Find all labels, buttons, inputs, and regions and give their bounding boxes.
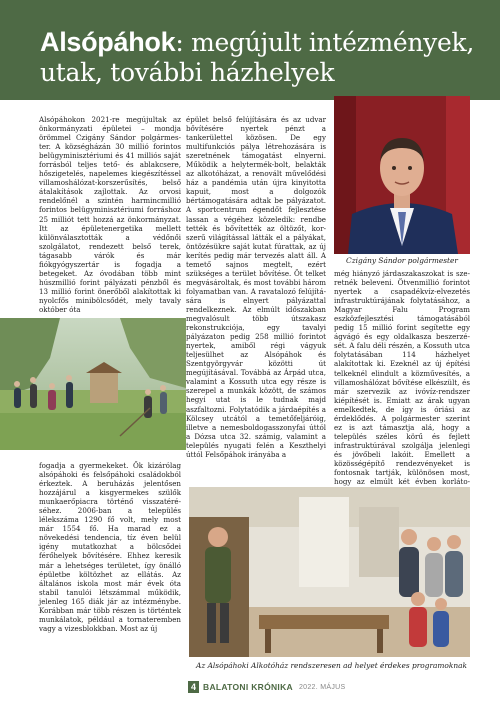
title-accent: Alsópáhok <box>40 27 176 57</box>
workshop-caption: Az Alsópáhoki Alkotóház rendszeresen ad helyet érdekes programoknak <box>196 661 467 670</box>
issue-date: 2022. MÁJUS <box>298 683 346 691</box>
page-number: 4 <box>188 681 199 693</box>
workshop-photo <box>189 487 470 657</box>
portrait-caption: Czigány Sándor polgármester <box>346 256 458 265</box>
magazine-name: BALATONI KRÓNIKA <box>203 682 293 692</box>
page-footer <box>188 681 345 693</box>
title-rest: : megújult intézmények, utak, további házhelyek <box>40 28 474 87</box>
mayor-portrait-photo <box>334 96 470 254</box>
body-text: Alsópáhokon 2021-re megújultak az önkormányzati épületei – mondja örömmel Czigány Sándor polgármester. A községházán 30 millió forintos belügyminisztériumi és 41 milliós saját forrásból teljes tető- és ablakcsere, hőszigetelés, napelemes kiegészítéssel villamoshálózat-korszerűsítés, belső átalakítások zajlottak. Az orvosi rendelőnél a szintén harmincmillió forintos belügyminisztériumi forráshoz 25 milliót tett hozzá az önkormányzat. Itt az épületenergetika mellett különválasztották a védőnői szolgálatot, rendezett belső terek, tágasabb várók és már fiókgyógyszertár is fogadja a betegeket. Az óvodában több mint húszmillió forint pályázati pénzből és 13 millió forint önerőből alakítottak ki nyolcfős minibölcsődét, mely tavaly október óta <box>39 115 181 314</box>
body-text: épület belső felújítására és az udvar bővítésére nyertek pénzt a tankerülettel közösen. De egy multifunkciós pálya létrehozására is szeretnének támogatást elnyerni. Működik a helytermék-bolt, belakták az alkotóházat, a renovált művelődési ház a pandémia után újra kinyitotta kapuit, most a dolgozók bértámogatására adtak be pályázatot. A sportcentrum égendőt fejlesztése lassan a végéhez közeledik: rendbe tették és bővítették az öltözőt, korszerű világítással látták el a pályákat, öntözésükre saját kutat fúrattak, az új kerítés pedig már tervezés alatt áll. A temető sajnos megtelt, ezért szükséges a terület bővítése. Öt telket megvásároltak, és most további három folyamatban van. A ravatalozó felújítására is elnyert pályázattal rendelkeznek. Az elmúlt időszakban megvalósult több útszakasz rekonstrukciója, egy tavalyi pályázaton pedig 258 millió forintot nyertek, amiből régi vágyuk teljesülhet az Alsópáhok és Szentgyörgyvár közötti út megújításával. Továbbá az Árpád utca, valamint a Kossuth utca egy része is szerepel a munkák között, de számos hegyi utat is le tudnak majd aszfaltozni. Folytatódik a járdaépítés a Kölcsey utcától a temetőfeljáróig, illetve a nemesboldogasszonyfai úttól a Dózsa utca 32. számig, valamint a település nyugati felén a Keszthelyi úttól Felsőpáhok irányába a <box>186 115 326 459</box>
body-text: fogadja a gyermekeket. Ők kizárólag alsópáhoki és felsőpáhoki családokból érkeztek. A beruházás jelentősen hozzájárul a kisgyermekes szülők munkaerőpiacra történő visszatéréséhez. 2006-ban a település lélekszáma 1290 fő volt, mely most már 1554 fő. Ha marad ez a növekedési tendencia, tíz éven belül igény mutatkozhat a bölcsődei férőhelyek bővítésére. Ehhez keresik már a lehetséges területet, így önálló épületbe költözhet az ellátás. Az általános iskola most már évek óta stabil tanulói létszámmal működik, jelenleg 165 diák jár az intézménybe. Korábban már több részen is történtek munkálatok, például a tornateremben vagy a vizesblokkban. Most az új <box>39 461 181 633</box>
article-title <box>40 27 480 88</box>
column-2 <box>186 115 326 459</box>
outdoor-people-photo <box>0 318 186 450</box>
body-text: még hiányzó járdaszakaszokat is szeretnék beleveni. Ötvenmillió forintot nyertek a csapadékvíz-elvezetés infrastruktúrájának folytatásához, a Magyar Falu Program eszközfejlesztési támogatásából pedig 15 millió forint segítette egy ágvágó és egy oldalkasza beszerzését. A falu déli részén, a Kossuth utca folytatásában 114 házhelyet alakítottak ki. Ezeknél az új építési telkeknél elindult a közművesítés, a villamoshálózat bővítése elkészült, és már szervezik az ivóvíz-rendszer kiépítését is. Emiatt az árak ugyan emelkedtek, de így is óriási az érdeklődés. A polgármester szerint ez is azt támasztja alá, hogy a település széles körű és fejlett infrastruktúrával szolgálja jelenlegi és jövőbeli lakóit. Emellett a közösségépítő rendezvényeket is fontosnak tartják, különösen most, hogy az elmúlt két évben korláto <box>334 269 470 487</box>
column-1-bottom <box>39 461 181 633</box>
column-1-top <box>39 115 181 314</box>
